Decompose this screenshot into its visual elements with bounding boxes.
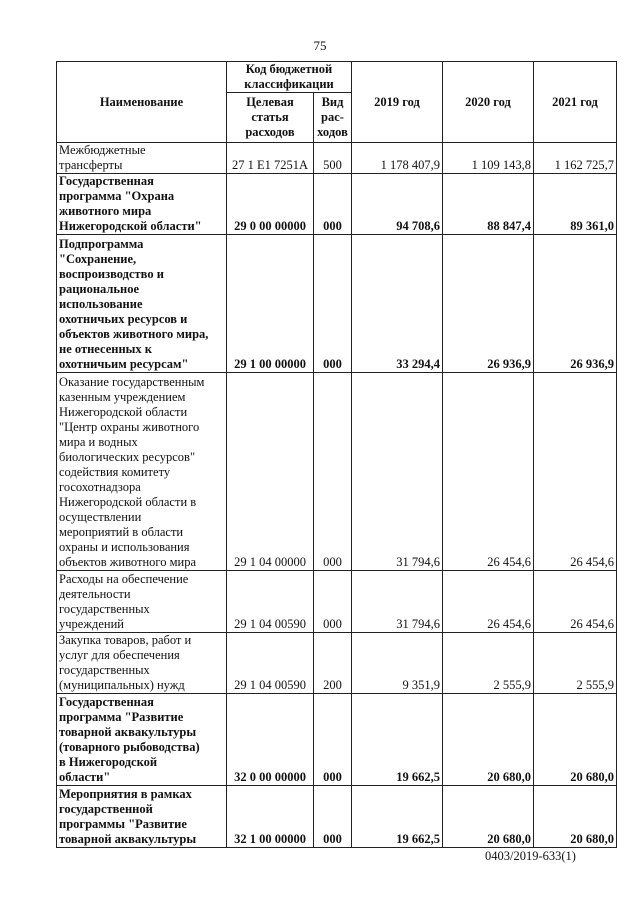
row-name: Оказание государственным казенным учреждением Нижегородской области "Центр охраны животного мира и водных биологических ресурсов" содействия комитету госохотнадзора Нижегородской области в осуществлении мероприятий в области охраны и использования объектов животного мира (57, 373, 227, 571)
row-expense-type: 000 (314, 174, 352, 235)
row-2019: 1 178 407,9 (352, 143, 443, 174)
document-code: 0403/2019-633(1) (485, 849, 576, 863)
row-target-article: 29 1 04 00590 (227, 571, 314, 633)
row-2019: 9 351,9 (352, 633, 443, 694)
table-row (57, 571, 617, 633)
header-2019: 2019 год (352, 62, 443, 143)
row-2021: 89 361,0 (534, 174, 617, 235)
header-kbk: Код бюджетной классификации (227, 62, 352, 93)
row-expense-type: 000 (314, 694, 352, 786)
row-2021: 26 454,6 (534, 373, 617, 571)
row-target-article: 27 1 E1 7251A (227, 143, 314, 174)
row-2020: 26 454,6 (443, 571, 534, 633)
row-2019: 31 794,6 (352, 571, 443, 633)
row-name: Закупка товаров, работ и услуг для обеспечения государственных (муниципальных) нужд (57, 633, 227, 694)
row-expense-type: 000 (314, 571, 352, 633)
table-body (57, 143, 617, 848)
row-2020: 26 936,9 (443, 235, 534, 373)
row-expense-type: 000 (314, 373, 352, 571)
table-row (57, 143, 617, 174)
header-2021: 2021 год (534, 62, 617, 143)
row-target-article: 29 1 04 00000 (227, 373, 314, 571)
row-expense-type: 000 (314, 786, 352, 848)
row-name: Мероприятия в рамках государственной программы "Развитие товарной аквакультуры (57, 786, 227, 848)
row-target-article: 29 1 04 00590 (227, 633, 314, 694)
header-expense-type: Вид рас- ходов (314, 93, 352, 143)
header-target-article: Целевая статья расходов (227, 93, 314, 143)
table-row (57, 373, 617, 571)
row-2021: 2 555,9 (534, 633, 617, 694)
table-header (57, 62, 617, 143)
row-2021: 26 454,6 (534, 571, 617, 633)
row-name: Государственная программа "Охрана животного мира Нижегородской области" (57, 174, 227, 235)
row-2020: 2 555,9 (443, 633, 534, 694)
row-target-article: 32 0 00 00000 (227, 694, 314, 786)
row-expense-type: 000 (314, 235, 352, 373)
row-2021: 20 680,0 (534, 786, 617, 848)
row-2021: 1 162 725,7 (534, 143, 617, 174)
row-2019: 19 662,5 (352, 694, 443, 786)
row-expense-type: 200 (314, 633, 352, 694)
row-name: Подпрограмма "Сохранение, воспроизводство и рациональное использование охотничьих ресурсов и объектов животного мира, не отнесенных к охотничьим ресурсам" (57, 235, 227, 373)
row-2021: 26 936,9 (534, 235, 617, 373)
header-2020: 2020 год (443, 62, 534, 143)
row-target-article: 29 1 00 00000 (227, 235, 314, 373)
row-target-article: 32 1 00 00000 (227, 786, 314, 848)
table-row (57, 174, 617, 235)
row-2020: 20 680,0 (443, 694, 534, 786)
row-name: Государственная программа "Развитие товарной аквакультуры (товарного рыбоводства) в Нижегородской области" (57, 694, 227, 786)
row-target-article: 29 0 00 00000 (227, 174, 314, 235)
table-row (57, 235, 617, 373)
row-2019: 33 294,4 (352, 235, 443, 373)
row-2020: 88 847,4 (443, 174, 534, 235)
row-2020: 26 454,6 (443, 373, 534, 571)
row-2019: 31 794,6 (352, 373, 443, 571)
row-2020: 1 109 143,8 (443, 143, 534, 174)
header-name: Наименование (57, 62, 227, 143)
budget-table (56, 61, 617, 848)
table-row (57, 786, 617, 848)
row-2021: 20 680,0 (534, 694, 617, 786)
page-number: 75 (313, 38, 327, 53)
row-expense-type: 500 (314, 143, 352, 174)
row-name: Расходы на обеспечение деятельности государственных учреждений (57, 571, 227, 633)
row-name: Межбюджетные трансферты (57, 143, 227, 174)
row-2020: 20 680,0 (443, 786, 534, 848)
table-row (57, 633, 617, 694)
row-2019: 19 662,5 (352, 786, 443, 848)
row-2019: 94 708,6 (352, 174, 443, 235)
table-row (57, 694, 617, 786)
